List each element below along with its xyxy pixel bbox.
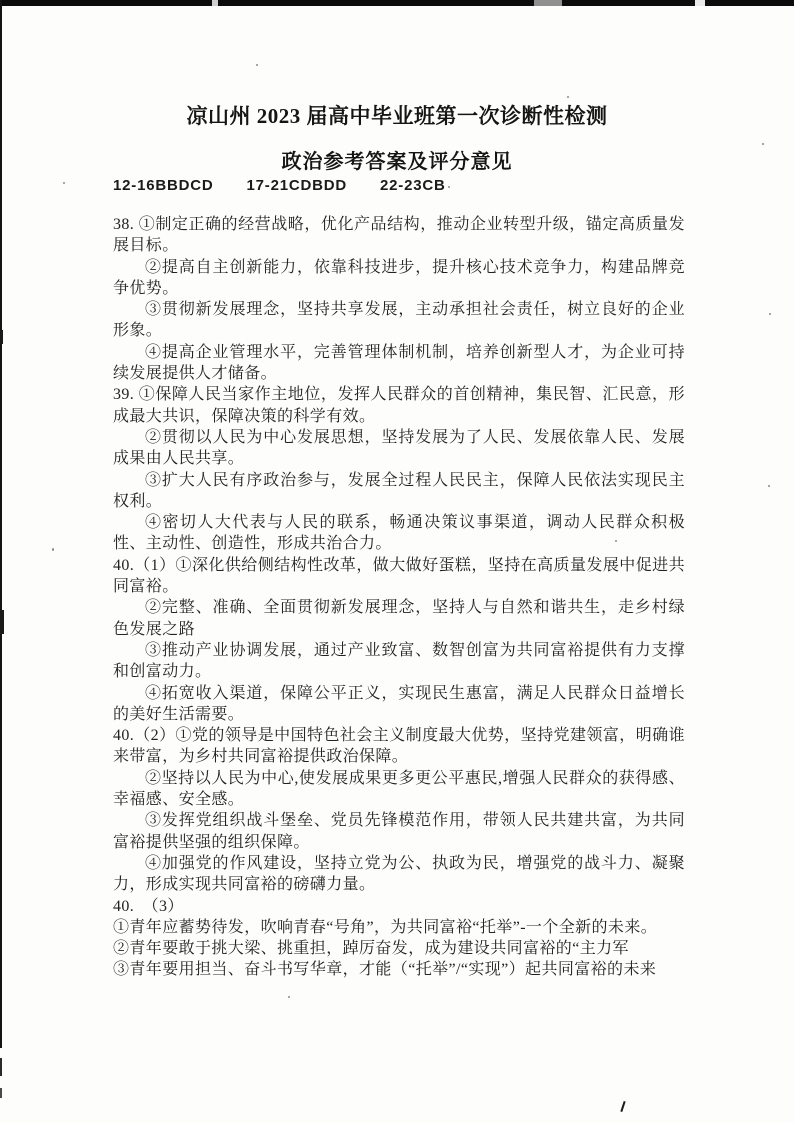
scan-speck (288, 996, 290, 998)
answer-range-12-16: 12-16BBDCD (113, 177, 214, 194)
answer-paragraph: 39. ①保障人民当家作主地位，发挥人民群众的首创精神，集民智、汇民意，形成最大共识，保障决策的科学有效。 (113, 386, 685, 425)
answer-paragraph: ②贯彻以人民为中心发展思想，坚持发展为了人民、发展依靠人民、发展成果由人民共享。 (113, 428, 685, 468)
answer-paragraph: ④加强党的作风建设，坚持立党为公、执政为民，增强党的战斗力、凝聚力，形成实现共同富裕的磅礴力量。 (113, 854, 685, 894)
answer-paragraph: 40. （3） (113, 897, 184, 915)
scan-speck (256, 64, 258, 66)
answer-paragraph: 38. ①制定正确的经营战略，优化产品结构，推动企业转型升级，锚定高质量发展目标。 (113, 216, 685, 255)
answer-body (113, 214, 685, 981)
answer-paragraph: ①青年应蓄势待发，吹响青春“号角”，为共同富裕“托举”-一个全新的未来。 (113, 918, 658, 936)
pen-tick-mark (620, 1101, 625, 1112)
answer-paragraph: ③发挥党组织战斗堡垒、党员先锋模范作用，带领人民共建共富，为共同富裕提供坚强的组织保障。 (113, 812, 685, 851)
scan-speck (567, 96, 569, 98)
scan-speck (448, 186, 450, 188)
answer-paragraph: 40.（2）①党的领导是中国特色社会主义制度最大优势，坚持党建领富，明确谁来带富，为乡村共同富裕提供政治保障。 (113, 727, 685, 766)
scan-left-edge-artifact (0, 1058, 2, 1076)
scan-speck (768, 485, 770, 487)
answer-paragraph: ②完整、准确、全面贯彻新发展理念，坚持人与自然和谐共生，走乡村绿色发展之路 (113, 599, 685, 638)
answer-paragraph: ④密切人大代表与人民的联系，畅通决策议事渠道，调动人民群众积极性、主动性、创造性，形成共治合力。 (113, 514, 685, 553)
answer-paragraph: 40.（1）①深化供给侧结构性改革，做大做好蛋糕，坚持在高质量发展中促进共同富裕。 (113, 556, 685, 596)
answer-paragraph: ②坚持以人民为中心,使发展成果更多更公平惠民,增强人民群众的获得感、幸福感、安全感。 (113, 769, 685, 809)
scan-left-edge-artifact (0, 610, 4, 634)
answer-range-17-21: 17-21CDBDD (246, 177, 348, 194)
answer-paragraph: ③青年要用担当、奋斗书写华章，才能（“托举”/“实现”）起共同富裕的未来 (113, 961, 657, 979)
answer-paragraph: ②提高自主创新能力，依靠科技进步，提升核心技术竞争力，构建品牌竞争优势。 (113, 258, 685, 297)
scan-top-edge-fade (695, 0, 705, 6)
answer-paragraph: ④提高企业管理水平，完善管理体制机制，培养创新型人才，为企业可持续发展提供人才储备。 (113, 343, 685, 383)
document-title: 凉山州 2023 届高中毕业班第一次诊断性检测 (186, 104, 608, 128)
answer-paragraph: ③扩大人民有序政治参与，发展全过程人民民主，保障人民依法实现民主权利。 (113, 471, 685, 510)
answer-paragraph: ②青年要敢于挑大梁、挑重担，踔厉奋发，成为建设共同富裕的“主力军 (113, 940, 629, 958)
scan-top-edge-artifact (0, 0, 794, 6)
scan-left-edge-artifact (0, 330, 3, 344)
multiple-choice-answers (113, 177, 446, 194)
answer-paragraph: ④拓宽收入渠道，保障公平正义，实现民生惠富，满足人民群众日益增长的美好生活需要。 (113, 684, 685, 723)
scan-speck (63, 182, 65, 184)
answer-paragraph: ③推动产业协调发展，通过产业致富、数智创富为共同富裕提供有力支撑和创富动力。 (113, 641, 685, 681)
scan-top-edge-fade (534, 0, 562, 6)
scan-speck (52, 548, 54, 551)
answer-range-22-23: 22-23CB (380, 177, 446, 194)
answer-paragraph: ③贯彻新发展理念，坚持共享发展，主动承担社会责任，树立良好的企业形象。 (113, 301, 685, 340)
document-subtitle: 政治参考答案及评分意见 (281, 151, 513, 173)
scan-top-edge-fade (212, 0, 218, 6)
scan-speck (769, 313, 771, 315)
scan-left-edge-artifact (0, 1088, 2, 1098)
